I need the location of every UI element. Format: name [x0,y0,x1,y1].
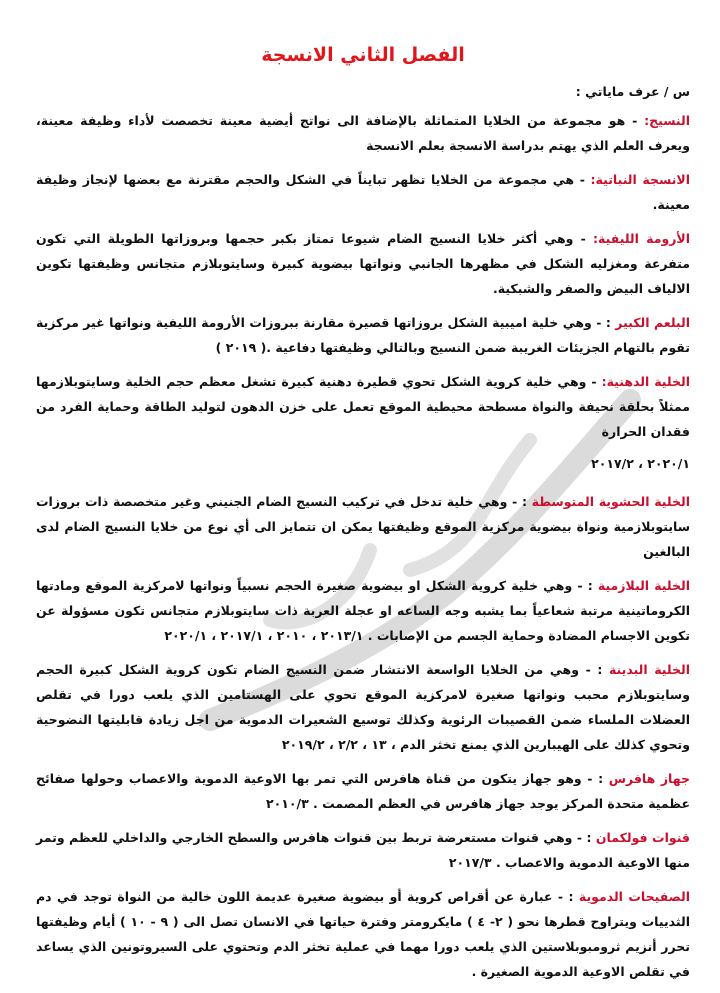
definition-haversian-system [36,766,690,816]
chapter-title: الفصل الثاني الانسجة [261,44,465,66]
definition-text: - هو مجموعة من الخلايا المتماثلة بالإضافة الى نواتج أيضية معينة تخصصت لأداء وظيفة معينة، ويعرف العلم الذي يهتم بدراسة الانسجة بعلم الانسجة [36,113,690,153]
definition-text: : - وهو جهاز يتكون من قناة هافرس التي تمر بها الاوعية الدموية والاعصاب وحولها صفائح عظمية متحدة المركز يوجد جهاز هافرس في العظم المصمت . ٢٠١٠/٣ [36,771,690,811]
document-page [36,0,690,993]
exam-years: ٢٠٢٠/١ ، ٢٠١٧/٢ [591,456,690,471]
definition-fat-cell [36,369,690,444]
definition-macrophage [36,310,690,360]
definition-text: : - وهي خلية اميبية الشكل بروزاتها قصيرة مقارنة ببروزات الأرومة الليفية ونواتها غير مركزية تقوم بالتهام الجزيئات الغريبة ضمن النسيج وبالتالي وظيفتها دفاعية .( ٢٠١٩ ) [36,315,690,355]
term: الخلية البدينة [608,662,690,677]
term: البلعم الكبير [615,315,691,330]
term: الصفيحات الدموية [578,889,690,904]
definition-mast-cell [36,657,690,757]
question-prompt: س / عرف مایاتي : [575,84,690,99]
definition-text: : - وهي قنوات مستعرضة تربط بين قنوات هافرس والسطح الخارجي والداخلي للعظم وتمر منها الاوعية الدموية والاعصاب . ٢٠١٧/٣ [36,830,690,870]
term: الأرومة الليفية: [593,231,690,246]
definition-plasma-cell [36,573,690,648]
definition-text: : - عبارة عن أقراص كروية أو بيضوية صغيرة عديمة اللون خالية من النواة توجد في دم الثدييات ويتراوح قطرها نحو ( ٢- ٤ ) مايكرومتر وفترة حياتها في الانسان تصل الى ( ٩ - ١٠ ) أيام وظيفتها تحرر أنزيم ثرومبوبلاستين الذي يلعب دورا مهما في عملية تخثر الدم وتحتوي على السيروتونين الذي يساعد في تقلص الاوعية الدموية الصغيرة . [36,889,690,979]
term: قنوات فولكمان [595,830,690,845]
definition-tissue [36,108,690,158]
definition-text: : - وهي خلية تدخل في تركيب النسيج الضام الجنيني وغير متخصصة ذات بروزات سايتوبلازمية ونواة بيضوية مركزية الموقع وظيفتها يمكن ان تتمايز الى أي نوع من خلايا النسيج الضام لدى البالغين [36,494,690,559]
definition-text: - هي مجموعة من الخلايا تظهر تبايناً في الشكل والحجم مقترنة مع بعضها لإنجاز وظيفة معينة. [36,172,690,212]
definition-text: : - وهي من الخلايا الواسعة الانتشار ضمن النسيج الضام تكون كروية الشكل كبيرة الحجم وسايتوبلازم محبب ونواتها صغيرة لامركزية الموقع تحوي على الهستامين الذي يلعب دورا في تقلص العضلات الملساء ضمن القصيبات الرئوية وكذلك توسيع الشعيرات الدموية من اجل زيادة قابليتها النضوحية وتحوي كذلك على الهيبارين الذي يمنع تخثر الدم ، ١٣ ، ٢/٢ ، ٢٠١٩/٢ [36,662,690,752]
definition-text: : - وهي خلية كروية الشكل او بيضوية صغيرة الحجم نسبياً ونواتها لامركزية الموقع ومادتها الكروماتينية مرتبة شعاعياً بما يشبه وجه الساعه او عجلة العربة ذات سايتوبلازم متجانس تكون مسؤولة عن تكوين الاجسام المضادة وحماية الجسم من الإصابات . ٢٠١٣/١ ، ٢٠١٠ ، ٢٠١٧/١ ، ٢٠٢٠/١ [36,578,690,643]
term: الخلية البلازمية [597,578,690,593]
term: الخلية الدهنية: [601,374,690,389]
definition-fibroblast [36,226,690,301]
term: جهاز هافرس [608,771,691,786]
term: النسيج: [644,113,690,128]
definition-text: - وهي أكثر خلايا النسيج الضام شيوعا تمتاز بكبر حجمها وبروزاتها الطويلة التي تكون متفرعة ومغزليه الشكل في مظهرها الجانبي ونواتها بيضوية كبيرة وسايتوبلازم متجانس وظيفتها تكوين الالياف البيض والصفر والشبكية. [36,231,690,296]
definition-text: - وهي خلية كروية الشكل تحوي قطيرة دهنية كبيرة تشغل معظم حجم الخلية وسايتوبلازمها ممثلاً بحلقة نحيفة والنواة مسطحة محيطية الموقع تعمل على خزن الدهون لتوليد الطاقة وحماية الفرد من فقدان الحرارة [36,374,690,439]
definition-mesenchymal-cell [36,489,690,564]
term: الانسجة النباتية: [590,172,691,187]
term: الخلية الحشوية المتوسطة [531,494,690,509]
definition-platelets [36,884,690,984]
definition-volkmann-canals [36,825,690,875]
definition-plant-tissues [36,167,690,217]
